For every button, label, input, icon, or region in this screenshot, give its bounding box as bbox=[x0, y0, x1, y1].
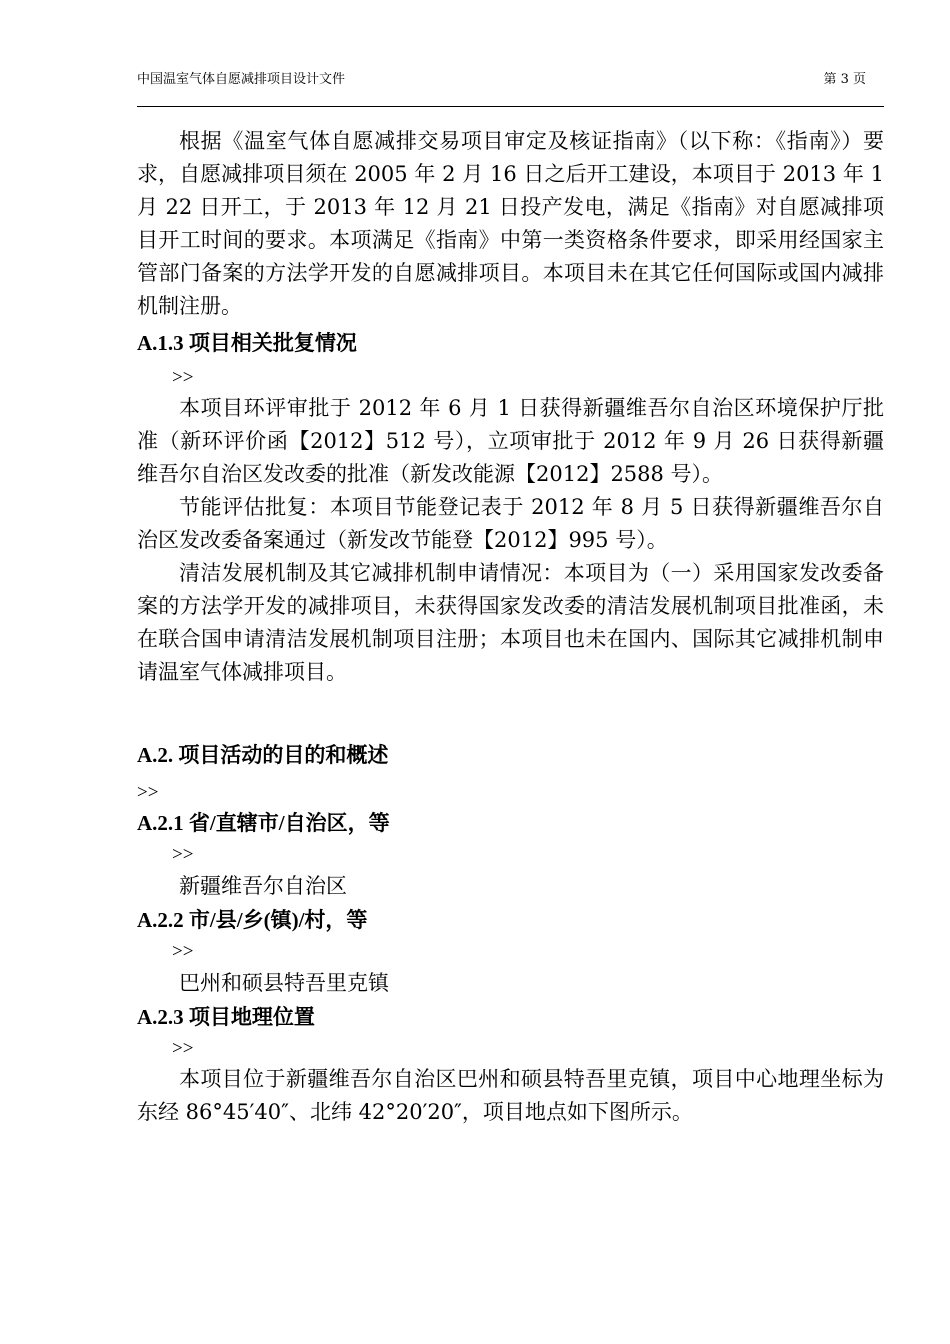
section-a13-marker: >> bbox=[172, 367, 194, 388]
section-a22-marker: >> bbox=[172, 941, 194, 962]
header-doc-title: 中国温室气体自愿减排项目设计文件 bbox=[137, 72, 346, 87]
a13-approval-paragraph: 本项目环评审批于 2012 年 6 月 1 日获得新疆维吾尔自治区环境保护厅批准（新环评价函【2012】512 号），立项审批于 2012 年 9 月 26 日获得新疆维吾尔自治区发改委的批准（新发改能源【2012】2588 号）。 bbox=[137, 396, 884, 486]
section-a22-heading: A.2.2 市/县/乡(镇)/村，等 bbox=[137, 908, 368, 932]
intro-paragraph: 根据《温室气体自愿减排交易项目审定及核证指南》（以下称：《指南》）要求，自愿减排项目须在 2005 年 2 月 16 日之后开工建设，本项目于 2013 年 1 月 22 日开工，于 2013 年 12 月 21 日投产发电，满足《指南》对自愿减排项目开工时间的要求。本项满足《指南》中第一类资格条件要求，即采用经国家主管部门备案的方法学开发的自愿减排项目。本项目未在其它任何国际或国内减排机制注册。 bbox=[137, 129, 884, 318]
a13-cdm-paragraph: 清洁发展机制及其它减排机制申请情况：本项目为（一）采用国家发改委备案的方法学开发的减排项目，未获得国家发改委的清洁发展机制项目批准函，未在联合国申请清洁发展机制项目注册；本项目也未在国内、国际其它减排机制申请温室气体减排项目。 bbox=[137, 561, 884, 684]
page-body bbox=[137, 125, 884, 1129]
a13-energy-paragraph: 节能评估批复：本项目节能登记表于 2012 年 8 月 5 日获得新疆维吾尔自治区发改委备案通过（新发改节能登【2012】995 号）。 bbox=[137, 495, 884, 552]
section-a23-paragraph: 本项目位于新疆维吾尔自治区巴州和硕县特吾里克镇，项目中心地理坐标为东经 86°45′40″、北纬 42°20′20″，项目地点如下图所示。 bbox=[137, 1067, 884, 1124]
page-header bbox=[137, 66, 884, 107]
section-a21-marker: >> bbox=[172, 844, 194, 865]
section-a13-heading: A.1.3 项目相关批复情况 bbox=[137, 331, 357, 355]
section-a21-value: 新疆维吾尔自治区 bbox=[179, 874, 347, 898]
section-a23-heading: A.2.3 项目地理位置 bbox=[137, 1005, 315, 1029]
section-a22-value: 巴州和硕县特吾里克镇 bbox=[179, 971, 389, 995]
section-a21-heading: A.2.1 省/直辖市/自治区，等 bbox=[137, 811, 390, 835]
section-a23-marker: >> bbox=[172, 1038, 194, 1059]
section-a2-marker: >> bbox=[137, 782, 159, 803]
header-page-number: 第 3 页 bbox=[823, 72, 866, 87]
section-a2-heading: A.2. 项目活动的目的和概述 bbox=[137, 743, 389, 767]
